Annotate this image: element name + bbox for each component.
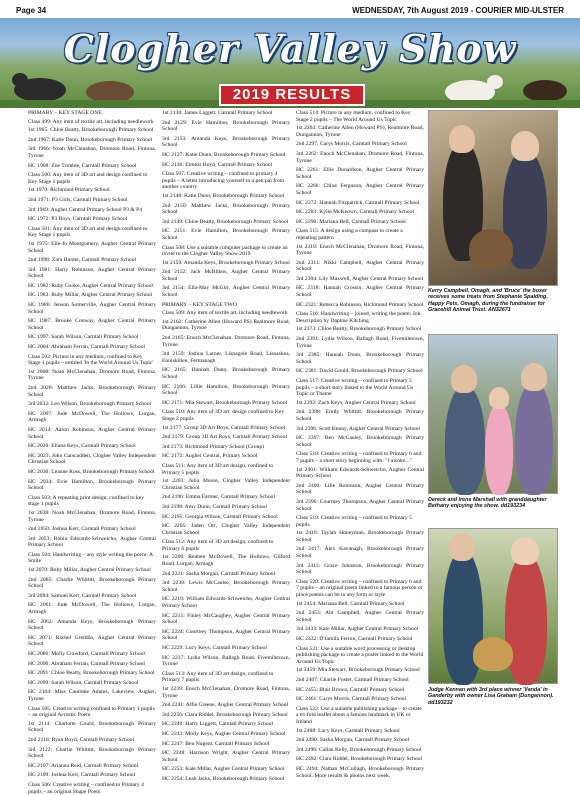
result-entry: HC 2023: John Carscadden, Clogher Valley Independent Christian School [28,452,156,466]
result-entry: HC 2215: Finley McCaughey, Augher Central Primary School [162,612,290,626]
result-entry: HC 2210: William Edwards-Schweicho, Augher Central Primary School [162,596,290,610]
result-entry: HC 2243: Molly Keys, Augher Central Primary School [162,730,286,737]
result-entry: Class 509: Any item of textile art, including needlework [162,310,288,317]
result-entry: 3rd 2396: Scott Kenny, Augher Central Primary School [296,425,420,432]
result-entry: 3rd 1981: Harry Robinson, Augher Central Primary School [28,266,156,280]
result-entry: HC 2086: Molly Crawford, Carntall Primary School [28,651,145,657]
result-entry: 1st 2177: Group 3D Art Boys, Carntall Primary School [162,424,286,431]
result-entry: HC 2151: Evie Hamilton, Brookeborough Primary School [162,228,290,241]
result-entry: 1st 2263: Catherine Allen (Howard PS), Realmore Road, Dungannon, Tyrone [296,125,424,138]
result-entry: Class 515: A design using a compass to create a repeating pattern [296,228,403,241]
result-entry: 3rd 2122: Charlie Whittitt, Brookeborough Primary School [28,746,156,760]
result-entry: HC 2266: Chloe Ferguson, Augher Central Primary School [296,183,424,196]
result-entry: 2nd 1998: Zara Hunter, Carntall Primary School [28,257,137,264]
result-entry: HC 2318: Hannah Crossin, Augher Central Primary School [296,285,424,299]
result-entry: 3rd 2133: Amanda Keys, Brookeborough Primary School [162,135,290,149]
result-entry: 1st 2159: Amanda Keys, Brookeborough Primary School [162,259,290,266]
result-entry: HC 2261: Ellie Donaldson, Augher Central Primary School [296,167,424,180]
result-entry: HC 2091: Chloe Beatty, Brookeborough Primary School [28,670,155,677]
result-entry: Class 518: Creative writing – confined to Primary 6 and 7 pupils – a short story beginning with: "I awoke..." [296,451,422,464]
result-entry: Class 516: Handwriting – joined, writing the poem: Job Description by Daphne Kitching [296,311,421,324]
result-entry: HC 2229: Lucy Keys, Carntall Primary School [162,645,267,651]
results-column-2 [162,110,290,782]
result-entry: Class 508: Use a suitable computer package to create an invite to the Clogher Valley Show 2019 [162,244,288,258]
result-entry: HC 2014: Aaron Robinson, Augher Central Primary School [28,426,156,440]
result-entry: 2nd 2400: Lilie Robinson, Augher Central Primary School [296,482,424,496]
result-entry: HC 2494: Nathan McCullagh, Brookeborough Primary School. More results & photos next week. [296,765,424,779]
result-entry: Class 519: Creative writing – confined to Primary 5 pupils [296,515,412,528]
result-entry: 1st 2319: Enoch McClenahan, Dromore Road, Fintona, Tyrone [296,243,424,257]
result-entry: HC 1968: Zoe Trimble, Carntall Primary School [28,162,137,169]
result-entry: 1st 2454: Mariana Bell, Carntall Primary School [296,600,405,607]
photo-family [428,334,558,494]
result-entry: HC 2455: Blair Brown, Carntall Primary School [296,686,405,693]
show-banner [0,18,580,108]
result-entry: 1st 1975: Elle-Jo Montgomery, Augher Central Primary School [28,240,156,254]
result-entry: 1st 2130: James Liggett, Carntall Primary School [162,110,273,116]
photo-caption-1: Kerry Campbell, Omagh, and 'Bruce' the boxer receives some treats from Stephanie Spalding, Happy Pets, Omagh, during the fundraiser for Gracehill Animal Trust. AN32671 [428,288,548,314]
result-entry: HC 2254: Leah Jacks, Brookeborough Primary School [162,775,285,782]
banner-title: Clogher Valley Show [63,26,517,71]
results-column-3 [296,110,424,779]
result-entry: HC 2272: Hannah Fitzpatrick, Carntall Primary School [296,199,420,206]
result-entry: 2nd 2453: Abi Campbell, Augher Central Primary School [296,610,424,623]
result-entry: Class 499: Any item of textile art, including needlework [28,118,154,125]
result-entry: HC 1972: P3 Boys, Carntall Primary School [28,216,128,223]
result-entry: 3rd 2032: Leo Wilson, Brookeborough Primary School [28,401,152,408]
result-entry: Class 520: Creative writing – confined to Primary 6 and 7 pupils – an original poem linked to a famous person or place poems can be in any form or style [296,578,423,599]
result-entry: 2nd 2050: Joshua Kerr, Carntall Primary School [28,526,136,533]
result-entry: 3rd 2304: Lily Maxwell, Augher Central Primary School [296,275,424,282]
result-entry: 2nd 2152: Jack McBlibos, Augher Central Primary School [162,269,290,282]
result-entry: 1st 2206: Reuben McDowell, The Hollows, Gilford Road, Lurgan, Armagh [162,554,290,568]
result-entry: HC 2166: Lillie Hamilton, Brookeborough Primary School [162,383,290,397]
result-entry: Class 505: Creative writing confined to Primary 1 pupils – an original Acrostic Poem [28,705,155,719]
result-entry: Class 502: Picture in any medium, confined to Key Stage 1 pupils – entitled 'In the World Around Us Topic' [28,353,154,367]
result-entry: 1st 2070: Ruby Millar, Augher Central Primary School [28,567,151,574]
result-entry: HC 2247: Ben Nugent, Carntall Primary School [162,740,270,747]
result-entry: 3rd 1969: Augher Central Primary School P3 & P4 [28,206,143,213]
result-entry: HC 1987: Brooke Conway, Augher Central Primary School [28,318,156,331]
result-entry: HC 1997: Sarah Wilson, Carntall Primary School [28,334,139,341]
result-entry: 3rd 2159: Joshua Larner, Lisnagole Road, Lisnaskea, Enniskillen, Fermanagh [162,351,290,364]
result-entry: HC 2283: Kylie McKeown, Carntall Primary School [296,209,414,216]
result-entry: HC 1986: Jenson Somerville, Augher Central Primary School [28,302,156,315]
result-entry: HC 2172: Augher Central, Primary School [162,453,258,460]
photo-caption-2: Dereck and Irene Marshall with granddaughter Bethany enjoying the show. dd193234 [428,497,547,510]
result-entry: 2nd 1967: Katie Dunn, Brookeborough Primary School [28,136,153,143]
result-entry: Class 511: Any item of 3D art design, confined to Primary 5 pupils [162,462,274,476]
result-entry: 3rd 2053: Robin Edwards-Schweicho, Augher Central Primary School [28,535,156,549]
result-entry: 1st 1970: Richmond Primary School [28,187,110,194]
result-entry: 2nd 2179: Group 3D Art Boys, Carntall Primary School [162,434,288,441]
result-entry: 2nd 1971: P3 Girls, Carntall Primary School [28,196,128,203]
result-entry: HC 2321: Rebecca Robinson, Richmond Primary School [296,301,424,308]
result-entry: Class 517: Creative writing – confined to Primary 5 pupils – a short story linked to the World Around Us Topic or Theme [296,378,414,398]
results-box [219,84,365,106]
result-entry: 1st 2392: Zach Keys, Augher Central Primary School [296,399,416,406]
result-entry: 3rd 1966: Noah McClenahan, Dromore Road, Fintona, Tyrone [28,146,156,159]
result-entry: 1st 2038: Noah McClenahan, Dromore Road, Fintona, Tyrone [28,509,156,523]
result-entry: HC 2127: Katie Dunn, Brookeborough Primary School [162,151,286,158]
result-entry: HC 1982: Ruby Cooke, Augher Central Primary School [28,282,153,289]
result-entry: HC 2090: Abraham Ferran, Carntall Primary School [28,660,145,667]
result-entry: Class 507: Creative writing – confined to primary 4 pupils – A letter introducing yourself to a pen pal from another country [162,171,285,191]
result-entry: HC 2237: Lydia Wilson, Ballagh Road, Fivemiletown, Tyrone [162,654,290,668]
result-entry: HC 2492: Clara Riddel, Brookeborough Primary School [296,756,423,763]
result-entry: PRIMARY – KEY STAGE ONE [28,110,102,116]
result-entry: HC 2020: Eliana Keys, Carntall Primary School [28,443,136,450]
photo-caption-3: Judge Kennan with 3rd place winner 'Vanda' in Ganderby with owner Lisa Graham (Dungannon). dd193232 [428,687,554,706]
result-entry: 3rd 2149: Chloe Beatty, Brookeborough Primary School [162,218,289,225]
result-entry: Class 512: Any item of 3D art design, confined to Primary 6 pupils [162,539,274,552]
result-entry: HC 2248: Harrison Wright, Augher Central Primary School [162,750,290,763]
result-entry: 1st 2203: Julia Moore, Clogher Valley Independent Christian School [162,478,290,491]
result-entry: 2nd 2467: Charlie Foster, Carntall Primary School [296,676,409,683]
result-entry: HC 2062: Amanda Keys, Brookeborough Primary School [28,618,156,632]
result-entry: 1st 2162: Catherine Allen (Howard PS) Realmore Road, Dungannon, Tyrone [162,318,290,332]
result-entry: 1st 2008: Noah McClenahan, Dromore Road, Fintona, Tyrone [28,368,156,382]
result-entry: 2nd 2241: Alfie Greene, Augher Central Primary School [162,702,289,709]
result-entry: 1st 2114: Charlotte Gould, Brookeborough Primary School [28,720,156,734]
result-entry: Class 513: Any item of 3D art design, confined to Primary 7 pupils [162,670,274,684]
banner-subtitle: 2019 RESULTS [232,86,352,103]
result-entry: 2nd 2129: Evie Hamilton, Brookeborough Primary School [162,119,290,133]
result-entry: 1st 2148: Katie Dunn, Brookeborough Primary School [162,192,285,199]
result-entry: 3rd 2198: Amy Dunn, Carntall Primary School [162,503,267,510]
result-entry: 2nd 2150: Matthew Jacks, Brookeborough Primary School [162,202,290,216]
result-entry: 3rd 2262: Enoch McClenahan, Dromore Road, Fintona, Tyrone [296,150,424,164]
result-entry: HC 2290: Mariana Bell, Carntall Primary School [296,218,406,225]
result-entry: 2nd 2196: Emma Farmer, Carntall Primary School [162,494,276,501]
result-entry: 2nd 2417: Alex Kavanagh, Brookeborough Primary School [296,546,424,560]
result-entry: HC 2004: Abraham Ferran, Carntall Primary School [28,344,145,351]
issue-line: WEDNESDAY, 7th August 2019 - COURIER MID-ULSTER [352,6,564,15]
result-entry: HC 2104: Miss Caoimhe Adams, Lakeview, Augher, Tyrone [28,689,156,702]
result-entry: HC 2099: Sarah Wilson, Carntall Primary School [28,679,139,686]
result-entry: 3rd 2094: Samuel Kerr, Carntall Primary School [28,592,137,599]
result-entry: 3rd 2173: Richmond Primary School (Group) [162,443,265,450]
result-entry: 3rd 2496: Callan Kelly, Brookeborough Primary School [296,746,422,753]
result-entry: 2nd 2165: Enoch McClenahan, Dromore Road, Fintona, Tyrone [162,335,290,348]
result-entry: 2nd 2391: Lydia Wilson, Ballagh Road, Fivemiletown, Tyrone [296,336,424,349]
result-entry: 2nd 2085: Charlie Whittitt, Brookeborough Primary School [28,576,156,590]
result-entry: 2nd 2490: Sasha Morgan, Carntall Primary School [296,737,410,744]
photo-dog-winner [428,528,558,684]
result-entry: 2nd 2028: Matthew Jacks, Brookeborough Primary School [28,385,156,398]
result-entry: Class 510: Any item of 3D art: design confined to Key Stage 2 pupils [162,409,285,422]
result-entry: 3rd 2154: Ella-May McGirr, Augher Central Primary School [162,285,290,299]
result-entry: Class 522: Use a suitable publishing package – to create a tri-fold leaflet about a famous landmark in UK or Ireland [296,705,422,725]
result-entry: Class 506: Creative writing – confined to Primary 4 pupils – an original Shape Poem [28,781,144,795]
result-entry: HC 2397: Ben McCauley, Brookeborough Primary School [296,435,424,448]
result-entry: HC 2136: Eimear Boyd, Carntall Primary School [162,161,273,168]
result-entry: HC 2030: Leanne Ross, Brookeborough Primary School [28,468,155,475]
result-entry: HC 2224: Courtney Thompson, Augher Central Primary School [162,628,290,642]
result-entry: 3rd 2385: Hannah Dunn, Brookeborough Primary School [296,352,424,365]
result-entry: Class 500: Any item of 3D art and design confined to Key Stage 1 pupils [28,172,148,185]
result-entry: Class 501: Any item of 3D art and design confined to Key Stage 1 pupils [28,225,148,239]
results-column-1 [28,110,156,795]
result-entry: HC 2205: Jaden Orr, Clogher Valley Independent Christian School [162,523,290,536]
result-entry: 1st 2488: Lucy Keys, Carntall Primary School [296,727,400,734]
result-entry: 3rd 2396: Courtney Thompson, Augher Central Primary School [296,498,424,512]
result-entry: 1st 2373: Chloe Beatty, Brookeborough Primary School [296,326,422,333]
result-entry: 3rd 2238: Lewis McCaulse, Brookeborough Primary School [162,580,290,593]
result-entry: 1st 1965: Chloe Beatty, Brookeborough Primary School [28,127,154,134]
result-entry: HC 2109: Joshua Kerr, Carntall Primary School [28,772,136,779]
result-entry: HC 2240: Harry Liggett, Carntall Primary School [162,721,274,728]
result-entry: 2nd 2398: Emily Whittitt, Brookeborough Primary School [296,409,424,422]
result-entry: 1st 2416: Taylah Honeyman, Brookeborough Primary School [296,530,424,543]
result-entry: Class 503: A repeating print design, confined to key stage 1 pupils [28,494,145,508]
result-entry: HC 2007: Jude McDowell, The Hollows, Lurgan, Armagh [28,410,156,424]
result-entry: 2nd 2311: Nikki Campbell, Augher Central Primary School [296,259,424,273]
result-entry: Class 521: Use a suitable word processing or desktop publishing package to create a poster linked to the World Around Us Topic [296,645,424,665]
result-entry: 3rd 2433: Kate Millar, Augher Central Primary School [296,626,419,633]
result-entry: 3rd 2413: Grace Johnston, Brookeborough Primary School [296,562,424,576]
result-entry: 1st 2401: William Edwards-Schweicho, Augher Central Primary School [296,466,424,480]
result-entry: PRIMARY – KEY STAGE TWO [162,301,237,308]
result-entry: HC 2034: Evie Hamilton, Brookeborough Primary School [28,478,156,492]
result-entry: Class 504: Handwriting – any style writing the poem: A Smile [28,551,153,565]
result-entry: 3rd 2256: Clara Riddel, Brookeborough Primary School [162,711,288,718]
result-entry: HC 1983: Ruby Millar, Augher Central Primary School [28,292,153,299]
result-entry: 2nd 2221: Sasha Morgan, Carntall Primary School [162,570,276,577]
result-entry: HC 2381: David Gould, Brookeborough Primary School [296,368,423,375]
result-entry: HC 2253: Kate Millar, Augher Central Primary School [162,766,285,773]
result-entry: HC 2461: Carys Morris, Carntall Primary School [296,696,407,703]
result-entry: HC 2171: Mia Stewart, Brookeborough Primary School [162,399,288,406]
result-entry: 2nd 2297: Carys Morris, Carntall Primary School [296,141,407,148]
page-number: Page 34 [16,6,47,15]
result-entry: HC 2432: D'Jamila Ferron, Carntall Primary School [296,636,413,642]
result-entry: 1st 2239: Enoch McClenahan, Dromore Road, Fintona, Tyrone [162,685,290,699]
result-entry: Class 514: Picture in any medium, confined to Key Stage 2 pupils – The World Around Us Topic [296,110,411,123]
result-entry: HC 2061: Jude McDowell, The Hollows, Lurgan, Armagh [28,602,156,616]
result-entry: HC 2107: Arianna Reid, Carntall Primary School [28,762,139,769]
result-entry: HC 2071: Rachel Greddin, Augher Central Primary School [28,634,156,648]
result-entry: 2nd 2118: Ryan Boyd, Carntall Primary School [28,736,134,743]
photo-dog-treats [428,110,558,286]
result-entry: HC 2165: Hannah Dunn, Brookeborough Primary School [162,367,290,380]
result-entry: HC 2195: Georgia Wilson, Carntall Primary School [162,513,278,520]
result-entry: 1st 2459: Mia Stewart, Brookeborough Primary School [296,667,420,674]
